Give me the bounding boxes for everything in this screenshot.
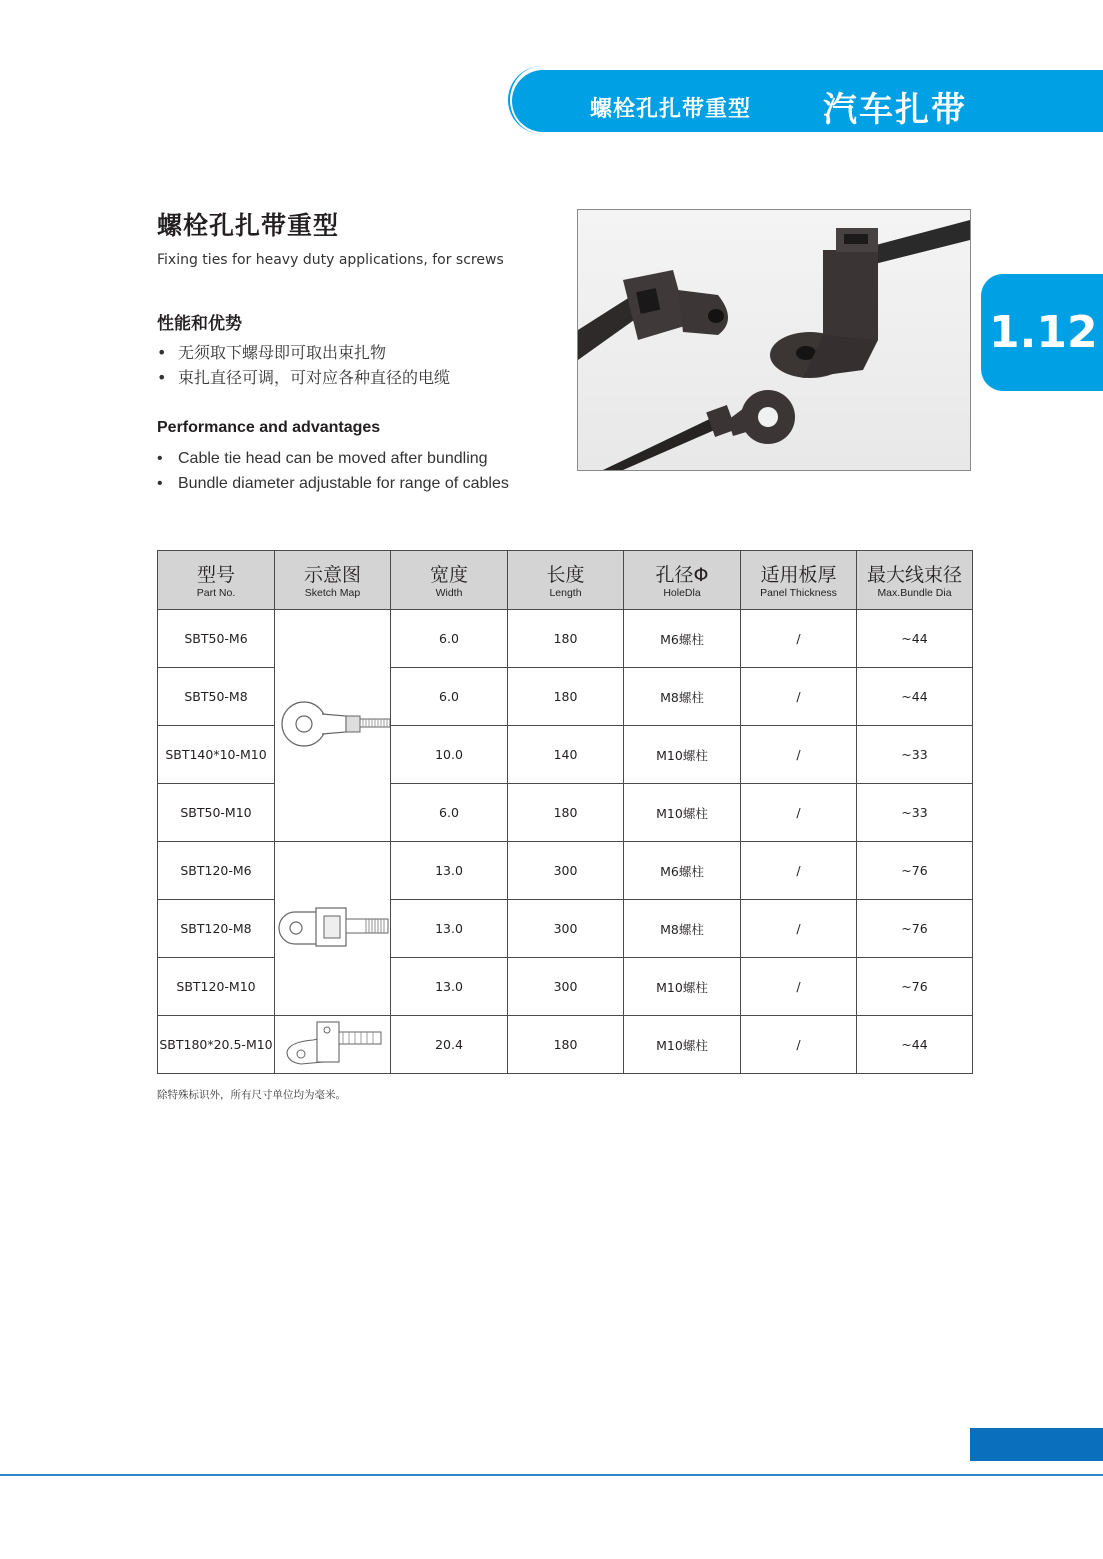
list-item: • 无须取下螺母即可取出束扎物 [157, 343, 387, 362]
cell-panel: / [741, 1016, 857, 1074]
cell-hole: M10螺柱 [624, 726, 741, 784]
table-row [158, 1016, 973, 1074]
cell-length: 300 [508, 842, 624, 900]
cell-part: SBT50-M8 [158, 668, 275, 726]
header-panel: 适用板厚 Panel Thickness [741, 551, 857, 610]
cell-length: 300 [508, 900, 624, 958]
cell-width: 20.4 [391, 1016, 508, 1074]
cell-panel: / [741, 610, 857, 668]
cell-part: SBT140*10-M10 [158, 726, 275, 784]
cell-hole: M10螺柱 [624, 784, 741, 842]
cell-max: ~33 [857, 784, 973, 842]
product-photo [577, 209, 971, 471]
header-length: 长度 Length [508, 551, 624, 610]
cell-hole: M8螺柱 [624, 900, 741, 958]
cell-length: 140 [508, 726, 624, 784]
cell-max: ~44 [857, 1016, 973, 1074]
cell-panel: / [741, 958, 857, 1016]
sketch-ring-tie [275, 610, 391, 842]
cell-part: SBT120-M10 [158, 958, 275, 1016]
header-sketch: 示意图 Sketch Map [275, 551, 391, 610]
cell-part: SBT120-M6 [158, 842, 275, 900]
cell-panel: / [741, 900, 857, 958]
bullet-list-cn [157, 340, 450, 390]
banner-section-title: 汽车扎带 [823, 90, 967, 130]
cell-max: ~44 [857, 610, 973, 668]
cell-length: 180 [508, 668, 624, 726]
cell-width: 13.0 [391, 842, 508, 900]
section-number-tab: 1.12 [981, 274, 1103, 391]
header-hole: 孔径Φ HoleDla [624, 551, 741, 610]
angled-tie-sketch-icon [276, 902, 390, 952]
cell-max: ~76 [857, 958, 973, 1016]
cell-length: 300 [508, 958, 624, 1016]
cell-max: ~44 [857, 668, 973, 726]
units-note: 除特殊标识外，所有尺寸单位均为毫米。 [157, 1089, 346, 1101]
list-item: • 束扎直径可调，可对应各种直径的电缆 [157, 368, 451, 387]
ring-tie-sketch-icon [276, 694, 390, 754]
list-item: • Cable tie head can be moved after bundling [157, 450, 488, 467]
cell-panel: / [741, 784, 857, 842]
cell-length: 180 [508, 784, 624, 842]
heavy-bracket-sketch-icon [283, 1018, 383, 1068]
cell-max: ~76 [857, 900, 973, 958]
bullet-list-en [157, 446, 509, 496]
cell-hole: M8螺柱 [624, 668, 741, 726]
cell-max: ~76 [857, 842, 973, 900]
banner-subtitle: 螺栓孔扎带重型 [590, 97, 752, 122]
heading-advantages-en: Performance and advantages [157, 419, 381, 436]
cell-part: SBT120-M8 [158, 900, 275, 958]
footer-block [970, 1428, 1103, 1461]
footer-divider [0, 1474, 1103, 1476]
table-row [158, 610, 973, 668]
cell-hole: M10螺柱 [624, 1016, 741, 1074]
cell-part: SBT180*20.5-M10 [158, 1016, 275, 1074]
list-item: • Bundle diameter adjustable for range of cables [157, 475, 509, 492]
cell-width: 6.0 [391, 610, 508, 668]
cell-width: 10.0 [391, 726, 508, 784]
cell-part: SBT50-M6 [158, 610, 275, 668]
sketch-heavy-bracket-tie [275, 1016, 391, 1074]
cell-part: SBT50-M10 [158, 784, 275, 842]
sketch-angled-tie [275, 842, 391, 1016]
cell-width: 6.0 [391, 668, 508, 726]
spec-table [157, 550, 973, 1074]
page-title: 螺栓孔扎带重型 [157, 211, 340, 240]
cell-hole: M6螺柱 [624, 842, 741, 900]
cell-hole: M6螺柱 [624, 610, 741, 668]
cell-panel: / [741, 726, 857, 784]
cell-length: 180 [508, 610, 624, 668]
cell-hole: M10螺柱 [624, 958, 741, 1016]
header-max-bundle: 最大线束径 Max.Bundle Dia [857, 551, 973, 610]
cell-length: 180 [508, 1016, 624, 1074]
cell-width: 13.0 [391, 958, 508, 1016]
table-row [158, 842, 973, 900]
cell-width: 6.0 [391, 784, 508, 842]
table-header-row [158, 551, 973, 610]
header-part-no: 型号 Part No. [158, 551, 275, 610]
cell-width: 13.0 [391, 900, 508, 958]
cell-panel: / [741, 842, 857, 900]
cell-panel: / [741, 668, 857, 726]
cell-max: ~33 [857, 726, 973, 784]
page-subtitle: Fixing ties for heavy duty applications, for screws [157, 252, 504, 268]
header-width: 宽度 Width [391, 551, 508, 610]
heading-advantages-cn: 性能和优势 [157, 314, 242, 334]
